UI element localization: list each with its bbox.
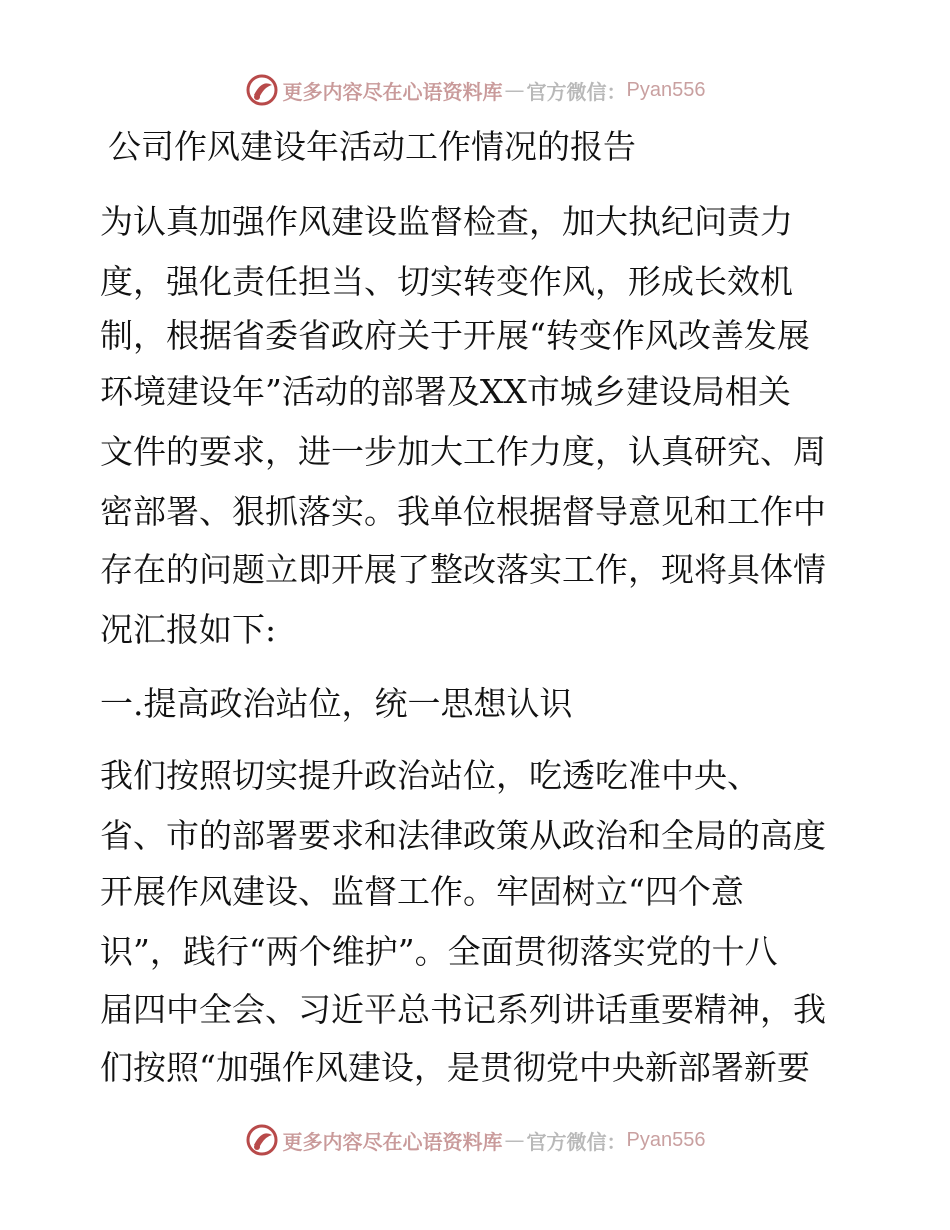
- watermark-dash: —: [504, 78, 525, 102]
- watermark-official: 官方微信：: [526, 79, 627, 104]
- body-line: 开展作风建设、监督工作。牢固树立“四个意: [100, 872, 744, 911]
- logo-icon: [245, 1123, 279, 1157]
- body-line: 文件的要求，进一步加大工作力度，认真研究、周: [100, 432, 826, 471]
- body-line: 识”，践行“两个维护”。全面贯彻落实党的十八: [100, 932, 778, 971]
- section-heading: 一.提高政治站位，统一思想认识: [100, 684, 573, 723]
- body-line: 存在的问题立即开展了整改落实工作，现将具体情: [100, 550, 826, 589]
- watermark-brand: 更多内容尽在心语资料库: [282, 1129, 503, 1154]
- body-line: 制，根据省委省政府关于开展“转变作风改善发展: [100, 316, 810, 355]
- body-line: 度，强化责任担当、切实转变作风，形成长效机: [100, 262, 793, 301]
- body-line: 我们按照切实提升政治站位，吃透吃准中央、: [100, 756, 760, 795]
- body-line: 环境建设年”活动的部署及XX市城乡建设局相关: [100, 372, 791, 411]
- watermark-wechat-id: Pyan556: [626, 1128, 706, 1151]
- body-line: 届四中全会、习近平总书记系列讲话重要精神，我: [100, 990, 826, 1029]
- watermark-brand: 更多内容尽在心语资料库: [282, 79, 503, 104]
- body-line: 密部署、狠抓落实。我单位根据督导意见和工作中: [100, 492, 826, 531]
- footer-watermark: [0, 1120, 950, 1160]
- document-title: 公司作风建设年活动工作情况的报告: [108, 127, 636, 166]
- watermark-official: 官方微信：: [526, 1129, 627, 1154]
- header-watermark: [0, 70, 950, 110]
- body-line: 为认真加强作风建设监督检查，加大执纪问责力: [100, 202, 793, 241]
- body-line: 况汇报如下:: [100, 610, 277, 649]
- body-line: 省、市的部署要求和法律政策从政治和全局的高度: [100, 816, 826, 855]
- watermark-dash: —: [504, 1128, 525, 1152]
- watermark-wechat-id: Pyan556: [626, 78, 706, 101]
- body-line: 们按照“加强作风建设，是贯彻党中央新部署新要: [100, 1048, 810, 1087]
- logo-icon: [245, 73, 279, 107]
